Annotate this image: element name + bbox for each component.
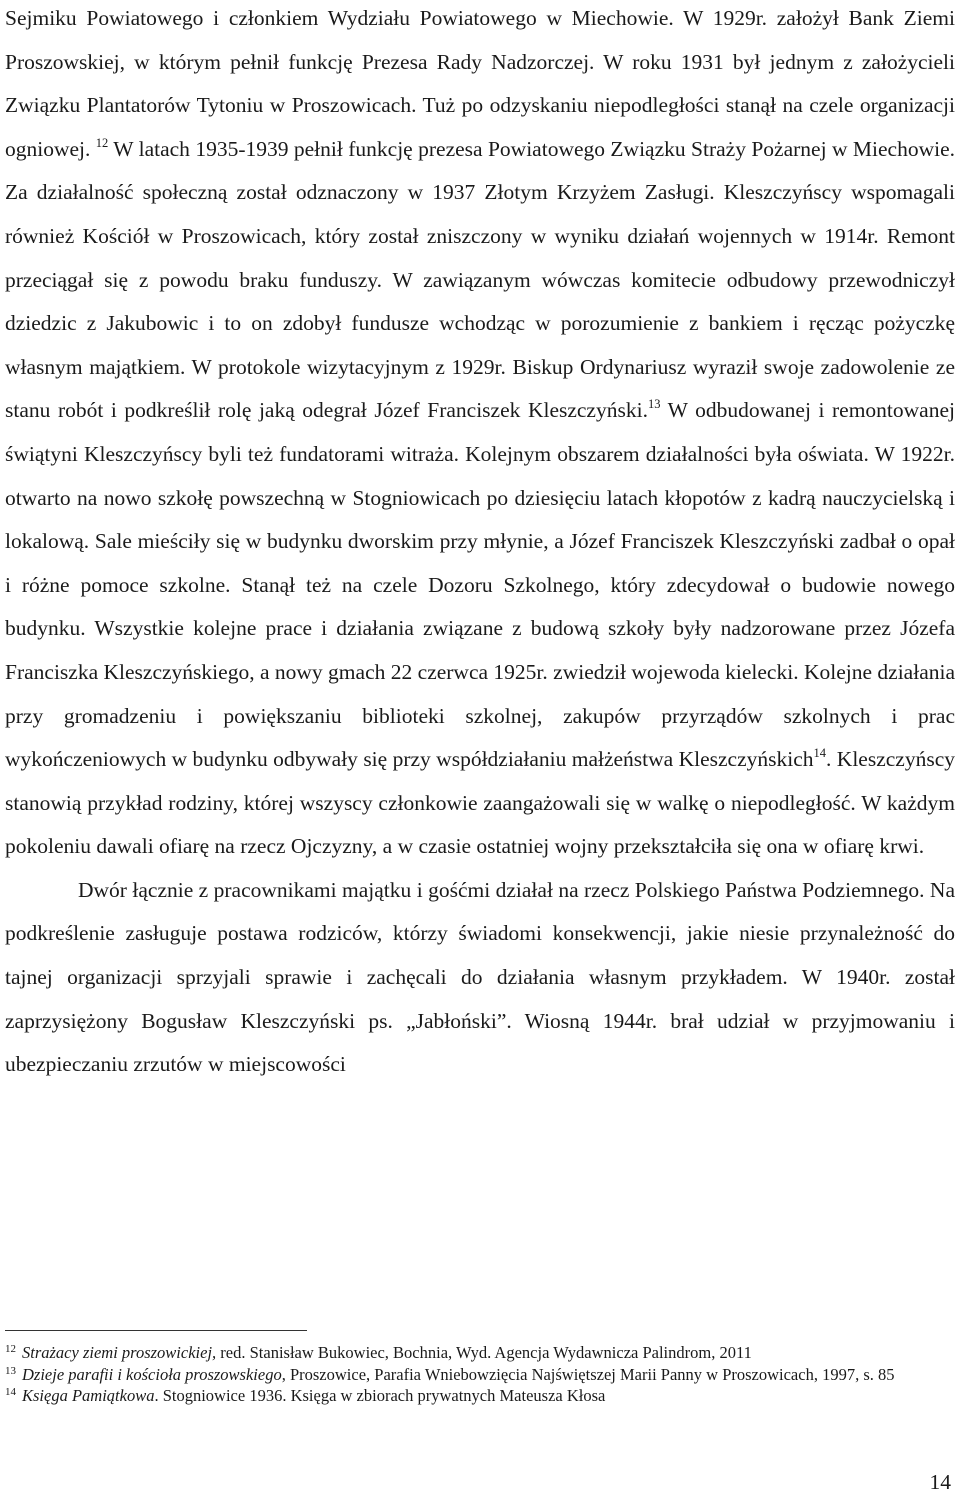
document-page [5,0,955,1087]
footnote-13 [5,1364,955,1386]
footnote-text: red. Stanisław Bukowiec, Bochnia, Wyd. Agencja Wydawnicza Palindrom, 2011 [216,1343,752,1362]
paragraph-text: W latach 1935-1939 pełnił funkcję prezesa Powiatowego Związku Straży Pożarnej w Miechowie. Za działalność społeczną został odznaczony w 1937 Złotym Krzyżem Zasługi. Kleszczyńscy wspomagali również Kościół w Proszowicach, który został zniszczony w wyniku działań wojennych w 1914r. Remont przeciągał się z powodu braku funduszy. W zawiązanym wówczas komitecie odbudowy przewodniczył dziedzic z Jakubowic i to on zdobył fundusze wchodząc w porozumienie z bankiem i ręcząc pożyczkę własnym majątkiem. W protokole wizytacyjnym z 1929r. Biskup Ordynariusz wyraził swoje zadowolenie ze stanu robót i podkreślił rolę jaką odegrał Józef Franciszek Kleszczyński. [5,136,955,423]
paragraph-1 [5,0,955,869]
footnote-number: 13 [5,1364,16,1377]
paragraph-2 [5,869,955,1087]
footnotes [5,1342,955,1407]
footnote-title: Strażacy ziemi proszowickiej, [22,1343,217,1362]
footnote-12 [5,1342,955,1364]
footnote-number: 14 [5,1386,16,1399]
footnote-title: Dzieje parafii i kościoła proszowskiego [22,1364,282,1384]
footnote-title: Księga Pamiątkowa [22,1386,155,1406]
footnote-ref-12[interactable]: 12 [95,135,109,150]
footnote-separator [5,1330,307,1331]
footnote-text: . Stogniowice 1936. Księga w zbiorach prywatnych Mateusza Kłosa [154,1386,606,1406]
footnote-ref-13[interactable]: 13 [647,397,661,412]
paragraph-text: Sejmiku Powiatowego i członkiem Wydziału Powiatowego w Miechowie. W 1929r. założył Bank Ziemi Proszowskiej, w którym pełnił funkcję Prezesa Rady Nadzorczej. W roku 1931 był jednym z założycieli Związku Plantatorów Tytoniu w Proszowicach. Tuż po odzyskaniu niepodległości stanął na czele organizacji ogniowej. [5,6,955,161]
page-number: 14 [929,1470,951,1494]
footnote-text: , Proszowice, Parafia Wniebowzięcia Najświętszej Marii Panny w Proszowicach, 1997, s. 85 [281,1364,895,1384]
paragraph-text: . Kleszczyńscy stanowią przykład rodziny, której wszyscy członkowie zaangażowali się w walkę o niepodległość. W każdym pokoleniu dawali ofiarę na rzecz Ojczyzny, a w czasie ostatniej wojny przekształciła się ona w ofiarę krwi. [5,747,955,859]
paragraph-text: Dwór łącznie z pracownikami majątku i gośćmi działał na rzecz Polskiego Państwa Podziemnego. Na podkreślenie zasługuje postawa rodziców, którzy świadomi konsekwencji, jakie niesie przynależność do tajnej organizacji sprzyjali sprawie i zachęcali do działania własnym przykładem. W 1940r. został zaprzysiężony Bogusław Kleszczyński ps. „Jabłoński”. Wiosną 1944r. brał udział w przyjmowaniu i ubezpieczaniu zrzutów w miejscowości [5,877,955,1077]
paragraph-text: W odbudowanej i remontowanej świątyni Kleszczyńscy byli też fundatorami witraża. Kolejnym obszarem działalności była oświata. W 1922r. otwarto na nowo szkołę powszechną w Stogniowicach po dziesięciu latach kłopotów z kadrą nauczycielską i lokalową. Sale mieściły się w budynku dworskim przy młynie, a Józef Franciszek Kleszczyński zadbał o opał i różne pomoce szkolne. Stanął też na czele Dozoru Szkolnego, który zdecydował o budowie nowego budynku. Wszystkie kolejne prace i działania związane z budową szkoły były nadzorowane przez Józefa Franciszka Kleszczyńskiego, a nowy gmach 22 czerwca 1925r. zwiedził wojewoda kielecki. Kolejne działania przy gromadzeniu i powiększaniu biblioteki szkolnej, zakupów przyrządów szkolnych i prac wykończeniowych w budynku odbywały się przy współdziałaniu małżeństwa Kleszczyńskich [5,398,955,772]
footnote-14 [5,1385,955,1407]
footnote-number: 12 [5,1343,16,1355]
footnote-ref-14[interactable]: 14 [813,746,827,761]
